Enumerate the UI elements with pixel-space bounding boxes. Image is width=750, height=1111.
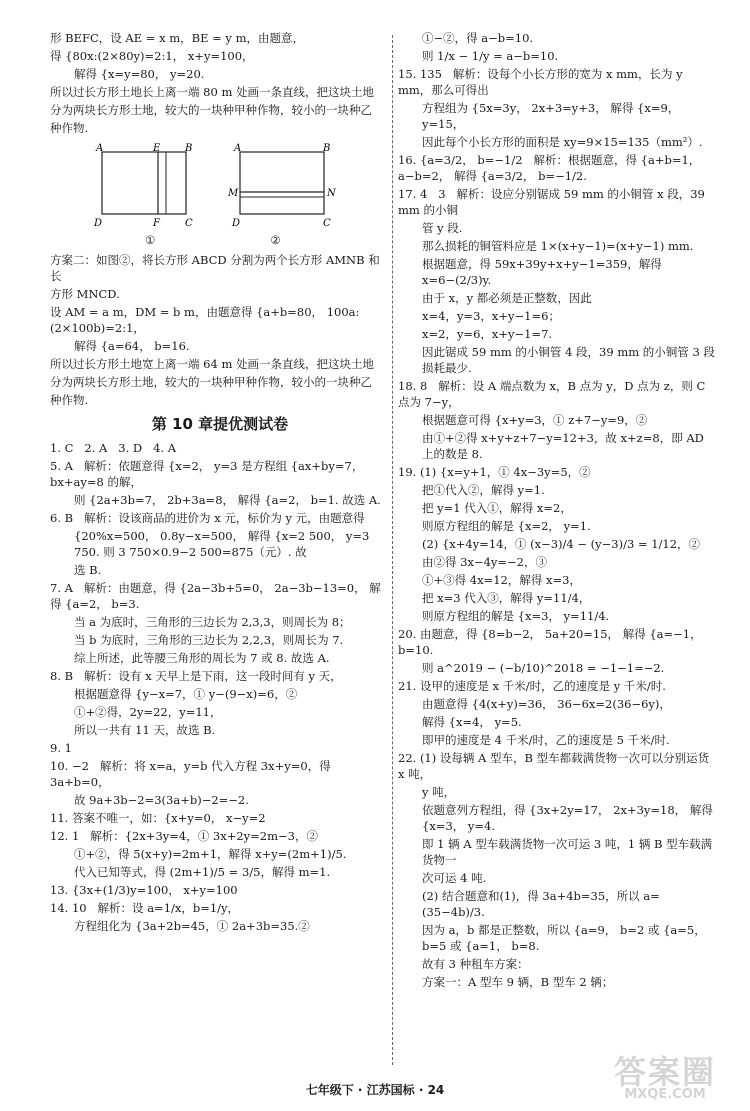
answer-line: 因此每个小长方形的面积是 xy=9×15=135（mm²）.	[422, 135, 703, 149]
answer-line: 当 b 为底时，三角形的三边长为 2,2,3，则周长为 7.	[74, 633, 344, 647]
text-line: 解得 {a=64， b=16.	[74, 339, 190, 353]
rect-abcd	[240, 152, 324, 214]
answer-line: (2) 结合题意和(1)，得 3a+4b=35，所以 a=(35−4b)/3.	[422, 889, 660, 919]
answer-line: 即 1 辆 A 型车载满货物一次可运 3 吨，1 辆 B 型车载满货物一	[422, 837, 713, 867]
watermark-bottom: MXQE.COM	[624, 1087, 706, 1102]
label-f: F	[153, 218, 160, 229]
answer-line: 22. (1) 设每辆 A 型车，B 型车都载满货物一次可以分别运货 x 吨，	[398, 751, 713, 781]
answer-line: 故 9a+3b−2=3(3a+b)−2=−2.	[74, 793, 249, 807]
label-d: D	[232, 218, 241, 229]
answer-line: 9. 1	[50, 741, 72, 755]
answer-line: 当 a 为底时，三角形的三边长为 2,3,3，则周长为 8；	[74, 615, 351, 629]
label-b: B	[185, 143, 193, 154]
answer-line: 12. 1 解析：{2x+3y=4，① 3x+2y=2m−3，②	[50, 829, 318, 843]
text-line: 分为两块长方形土地，较大的一块种甲种作物，较小的一块种乙	[50, 103, 372, 117]
watermark-logo	[614, 1053, 717, 1102]
answer-line: 则原方程组的解是 {x=2， y=1.	[422, 519, 591, 533]
answer-line: 把 x=3 代入③，解得 y=11/4，	[422, 591, 591, 605]
answer-line: 由①+②得 x+y+z+7−y=12+3，故 x+z=8，即 AD 上的数是 8.	[422, 431, 708, 461]
answer-line: 由题意得 {4(x+y)=36， 36−6x=2(36−6y)，	[422, 697, 671, 711]
answer-line: 管 y 段.	[422, 221, 463, 235]
answer-line: 14. 10 解析：设 a=1/x，b=1/y，	[50, 901, 240, 915]
text-line: 分为两块长方形土地，较大的一块种甲种作物，较小的一块种乙	[50, 375, 372, 389]
answer-line: 19. (1) {x=y+1，① 4x−3y=5，②	[398, 465, 591, 479]
answer-line: 6. B 解析：设该商品的进价为 x 元，标价为 y 元，由题意得	[50, 511, 365, 525]
answer-line: 17. 4 3 解析：设应分别锯成 59 mm 的小铜管 x 段，39 mm 的小铜	[398, 187, 709, 217]
answer-line: 方程组化为 {3a+2b=45，① 2a+3b=35.②	[74, 919, 310, 933]
figure-captions	[145, 232, 390, 248]
answer-line: 那么损耗的铜管料应是 1×(x+y−1)=(x+y−1) mm.	[422, 239, 694, 253]
answer-line: 13. {3x+(1/3)y=100， x+y=100	[50, 883, 238, 897]
label-d: D	[94, 218, 103, 229]
label-c: C	[185, 218, 193, 229]
label-m: M	[228, 188, 239, 199]
answer-line: 把 y=1 代入①，解得 x=2，	[422, 501, 572, 515]
answer-line: 21. 设甲的速度是 x 千米/时，乙的速度是 y 千米/时.	[398, 679, 666, 693]
answer-line: 由于 x，y 都必须是正整数，因此	[422, 291, 592, 305]
answer-line: x=2，y=6，x+y−1=7.	[422, 327, 553, 341]
answer-line: 次可运 4 吨.	[422, 871, 487, 885]
text-line: 所以过长方形土地宽上离一端 64 m 处画一条直线，把这块土地	[50, 357, 375, 371]
answer-line: 20. 由题意，得 {8=b−2， 5a+20=15， 解得 {a=−1， b=10.	[398, 627, 706, 657]
answer-line: 则 {2a+3b=7， 2b+3a=8， 解得 {a=2， b=1. 故选 A.	[74, 493, 381, 507]
answer-line: {20%x=500， 0.8y−x=500， 解得 {x=2 500， y=3 750. 则 3 750×0.9−2 500=875（元）. 故	[74, 529, 374, 559]
answer-line: 16. {a=3/2， b=−1/2 解析：根据题意，得 {a+b=1， a−b=2， 解得 {a=3/2， b=−1/2.	[398, 153, 704, 183]
right-column	[398, 30, 718, 992]
answer-line: 根据题意，得 59x+39y+x+y−1=359，解得 x=6−(2/3)y.	[422, 257, 666, 287]
figure-1	[90, 142, 200, 232]
page-footer: 七年级下 · 江苏国标 · 24	[305, 1083, 445, 1097]
answer-line: 8. B 解析：设有 x 天早上是下雨，这一段时间有 y 天，	[50, 669, 342, 683]
answer-line: 所以一共有 11 天，故选 B.	[74, 723, 216, 737]
answer-line: 选 B.	[74, 563, 102, 577]
answer-line: 由②得 3x−4y=−2，③	[422, 555, 547, 569]
answer-line: 解得 {x=4， y=5.	[422, 715, 522, 729]
answer-line: ①+②，得 5(x+y)=2m+1，解得 x+y=(2m+1)/5.	[74, 847, 347, 861]
answer-line: ①+③得 4x=12，解得 x=3，	[422, 573, 581, 587]
label-e: E	[153, 143, 161, 154]
answer-line: 故有 3 种租车方案：	[422, 957, 529, 971]
answer-line: ①−②，得 a−b=10.	[422, 31, 534, 45]
label-b: B	[323, 143, 331, 154]
label-n: N	[327, 188, 336, 199]
answer-line: 综上所述，此等腰三角形的周长为 7 或 8. 故选 A.	[74, 651, 330, 665]
answer-line: 7. A 解析：由题意，得 {2a−3b+5=0， 2a−3b−13=0， 解得 {a=2， b=3.	[50, 581, 381, 611]
answer-line: ①+②得，2y=22，y=11，	[74, 705, 222, 719]
answer-line: y 吨，	[422, 785, 456, 799]
answer-line: 因此锯成 59 mm 的小铜管 4 段，39 mm 的小铜管 3 段损耗最少.	[422, 345, 715, 375]
answer-line: 即甲的速度是 4 千米/时，乙的速度是 5 千米/时.	[422, 733, 670, 747]
label-a: A	[96, 143, 104, 154]
answer-line: 根据题意可得 {x+y=3，① z+7−y=9，②	[422, 413, 648, 427]
answer-line: 依题意列方程组，得 {3x+2y=17， 2x+3y=18， 解得 {x=3， y=4.	[422, 803, 717, 833]
answer-line: 根据题意得 {y−x=7，① y−(9−x)=6，②	[74, 687, 298, 701]
answer-line: 1. C 2. A 3. D 4. A	[50, 441, 177, 455]
answer-line: 代入已知等式，得 (2m+1)/5 = 3/5，解得 m=1.	[74, 865, 331, 879]
column-divider	[392, 35, 393, 1065]
answer-line: 18. 8 解析：设 A 端点数为 x，B 点为 y，D 点为 z，则 C 点为 7−y，	[398, 379, 709, 409]
answer-line: x=4，y=3，x+y−1=6；	[422, 309, 560, 323]
answer-line: 10. −2 解析：将 x=a，y=b 代入方程 3x+y=0，得 3a+b=0，	[50, 759, 335, 789]
answer-line: 则原方程组的解是 {x=3， y=11/4.	[422, 609, 610, 623]
answer-line: 5. A 解析：依题意得 {x=2， y=3 是方程组 {ax+by=7， bx+ay=8 的解，	[50, 459, 367, 489]
answer-line: 则 a^2019 − (−b/10)^2018 = −1−1=−2.	[422, 661, 665, 675]
text-line: 种作物.	[50, 121, 89, 135]
text-line: 得 {80x:(2×80y)=2:1， x+y=100，	[50, 49, 254, 63]
text-line: 形 BEFC，设 AE = x m，BE = y m，由题意，	[50, 31, 304, 45]
text-line: 所以过长方形土地长上离一端 80 m 处画一条直线，把这块土地	[50, 85, 375, 99]
figure-2	[228, 142, 338, 232]
answer-line: 则 1/x − 1/y = a−b=10.	[422, 49, 559, 63]
section-heading: 第 10 章提优测试卷	[151, 415, 289, 433]
answer-line: 方程组为 {5x=3y， 2x+3=y+3， 解得 {x=9， y=15，	[422, 101, 683, 131]
text-line: 解得 {x=y=80， y=20.	[74, 67, 205, 81]
answer-line: 把①代入②，解得 y=1.	[422, 483, 545, 497]
watermark-top: 答案圈	[614, 1053, 717, 1091]
text-line: 方形 MNCD.	[50, 287, 120, 301]
text-line: 种作物.	[50, 393, 89, 407]
rect-abcd	[102, 152, 186, 214]
figures	[90, 142, 390, 232]
answer-line: 因为 a，b 都是正整数，所以 {a=9， b=2 或 {a=5， b=5 或 {a=1， b=8.	[422, 923, 710, 953]
answer-line: 方案一：A 型车 9 辆，B 型车 2 辆；	[422, 975, 614, 989]
answer-line: 15. 135 解析：设每个小长方形的宽为 x mm，长为 y mm，那么可得出	[398, 67, 687, 97]
answer-line: 11. 答案不唯一，如：{x+y=0， x−y=2	[50, 811, 266, 825]
caption-1: ①	[145, 233, 156, 247]
left-column	[50, 30, 390, 936]
text-line: 方案二：如图②，将长方形 ABCD 分割为两个长方形 AMNB 和长	[50, 253, 380, 283]
text-line: 设 AM = a m，DM = b m，由题意得 {a+b=80， 100a:(2×100b)=2:1，	[50, 305, 360, 335]
label-c: C	[323, 218, 331, 229]
caption-2: ②	[270, 233, 281, 247]
label-a: A	[234, 143, 242, 154]
answer-line: (2) {x+4y=14，① (x−3)/4 − (y−3)/3 = 1/12，②	[422, 537, 701, 551]
